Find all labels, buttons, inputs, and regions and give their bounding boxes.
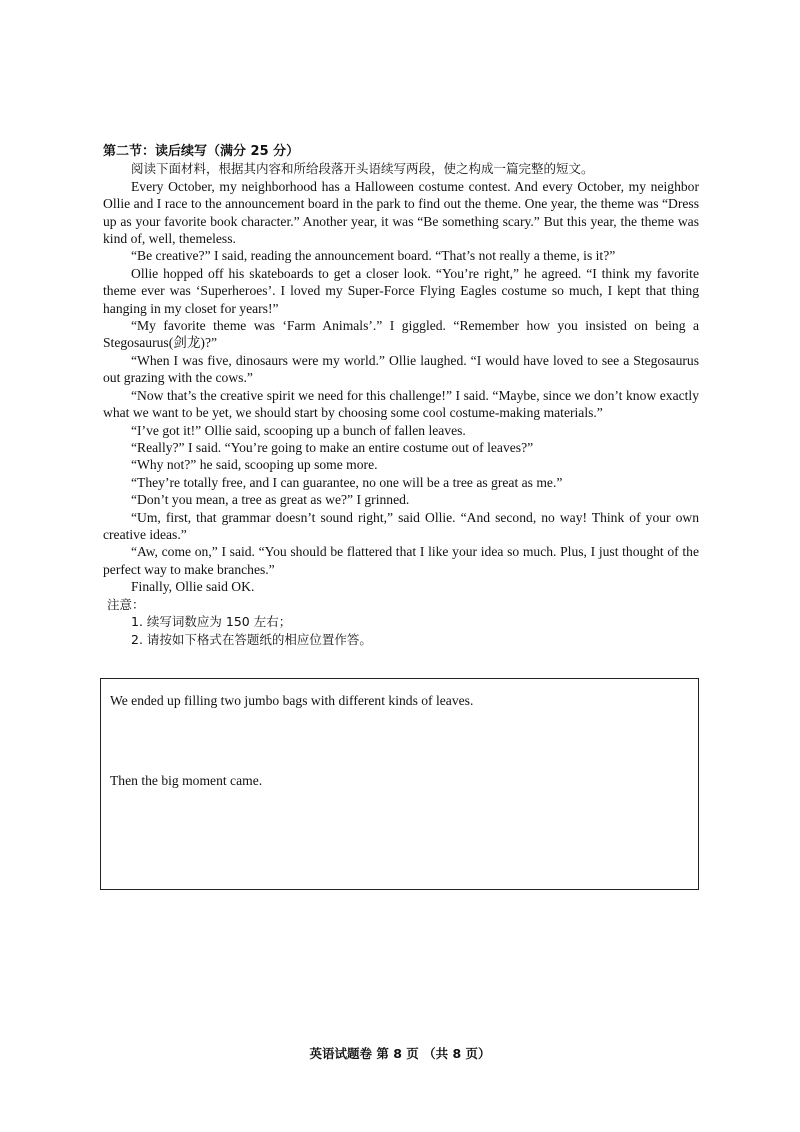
story-paragraph: Every October, my neighborhood has a Halloween costume contest. And every October, my neighbor Ollie and I race to the announcement board in the park to find out the theme. One year, the theme was “Dress up as your favorite book character.” Another year, it was “Be something scary.” But this year, the theme was kind of, well, themeless.: [103, 178, 699, 247]
story-paragraph: “Aw, come on,” I said. “You should be flattered that I like your idea so much. Plus, I just thought of the perfect way to make branches.”: [103, 544, 699, 577]
story-paragraph: “Um, first, that grammar doesn’t sound right,” said Ollie. “And second, no way! Think of your own creative ideas.”: [103, 509, 699, 542]
paragraph-opener-1: We ended up filling two jumbo bags with different kinds of leaves.: [110, 693, 474, 708]
story-paragraph: Finally, Ollie said OK.: [131, 579, 255, 595]
story-paragraph: “I’ve got it!” Ollie said, scooping up a bunch of fallen leaves.: [131, 422, 466, 438]
page-footer: 英语试题卷 第 8 页 （共 8 页）: [309, 1046, 491, 1061]
story-paragraph: “My favorite theme was ‘Farm Animals’.” I giggled. “Remember how you insisted on being a Stegosaurus(剑龙)?”: [103, 318, 699, 351]
story-paragraph: “When I was five, dinosaurs were my world.” Ollie laughed. “I would have loved to see a Stegosaurus out grazing with the cows.”: [103, 352, 699, 386]
section-heading: 第二节：读后续写（满分 25 分）: [103, 144, 300, 159]
story-paragraph: “Be creative?” I said, reading the announcement board. “That’s not really a theme, is it?”: [131, 248, 616, 264]
section-instruction: 阅读下面材料，根据其内容和所给段落开头语续写两段，使之构成一篇完整的短文。: [131, 161, 594, 177]
answer-box: [100, 678, 699, 890]
note-item: 1. 续写词数应为 150 左右；: [131, 613, 292, 629]
story-paragraph: Ollie hopped off his skateboards to get a closer look. “You’re right,” he agreed. “I think my favorite theme ever was ‘Superheroes’. I loved my Super-Force Flying Eagles costume so much, I kept that thing hanging in my closet for years!”: [103, 265, 699, 316]
story-paragraph: “Why not?” he said, scooping up some more.: [131, 457, 378, 473]
note-item: 2. 请按如下格式在答题纸的相应位置作答。: [131, 631, 372, 647]
story-text: [103, 178, 699, 596]
notes-title: 注意：: [107, 596, 145, 612]
paragraph-opener-2: Then the big moment came.: [110, 773, 263, 788]
story-paragraph: “They’re totally free, and I can guarantee, no one will be a tree as great as me.”: [131, 474, 563, 490]
story-paragraph: “Don’t you mean, a tree as great as we?” I grinned.: [131, 492, 410, 508]
section-content: [103, 143, 699, 649]
story-paragraph: “Really?” I said. “You’re going to make an entire costume out of leaves?”: [131, 439, 534, 455]
story-paragraph: “Now that’s the creative spirit we need for this challenge!” I said. “Maybe, since we don’t know exactly what we want to be yet, we should start by choosing some cool costume-making materials.”: [103, 387, 699, 421]
